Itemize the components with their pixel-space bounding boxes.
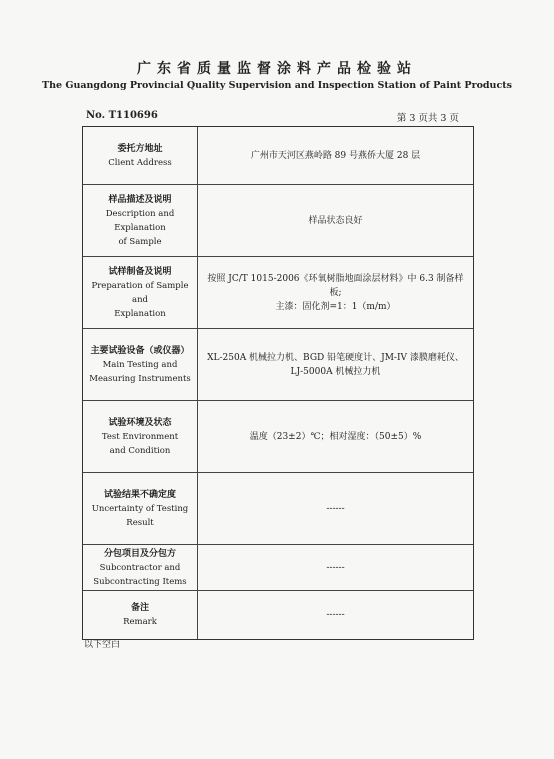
row-value-line: 样品状态良好 bbox=[308, 215, 363, 226]
row-value-line: LJ-5000A 机械拉力机 bbox=[290, 366, 381, 377]
row-label-en: Result bbox=[126, 517, 154, 528]
row-label-en: Measuring Instruments bbox=[89, 373, 191, 384]
station-title-en: The Guangdong Provincial Quality Supervision and Inspection Station of Paint Products bbox=[42, 80, 512, 91]
row-label bbox=[83, 473, 198, 545]
row-label-cn: 样品描述及说明 bbox=[108, 194, 172, 205]
row-label-cn: 试验环境及状态 bbox=[108, 417, 172, 428]
row-label-en: Preparation of Sample and bbox=[91, 280, 189, 305]
row-value bbox=[198, 473, 473, 545]
row-label-cn: 试验结果不确定度 bbox=[103, 489, 176, 500]
row-label bbox=[83, 127, 198, 185]
row-value bbox=[198, 545, 473, 591]
row-value bbox=[198, 329, 473, 401]
row-label-cn: 备注 bbox=[130, 603, 149, 613]
row-value-line: ------ bbox=[326, 503, 345, 514]
row-label-cn: 分包项目及分包方 bbox=[103, 548, 176, 559]
row-label-cn: 主要试验设备（或仪器） bbox=[90, 345, 190, 356]
row-label-en: Subcontractor and bbox=[99, 562, 181, 573]
blank-below-note: 以下空白 bbox=[84, 640, 121, 650]
row-value-line: 主漆：固化剂=1：1（m/m） bbox=[275, 301, 396, 312]
page-indicator: 第 3 页共 3 页 bbox=[396, 113, 459, 124]
row-label-en: Test Environment bbox=[101, 431, 179, 442]
row-label bbox=[83, 401, 198, 473]
row-label-en: Main Testing and bbox=[102, 359, 178, 370]
row-value-line: 广州市天河区燕岭路 89 号燕侨大厦 28 层 bbox=[250, 150, 421, 161]
row-value-line: 温度（23±2）℃；相对湿度：（50±5）% bbox=[249, 431, 422, 442]
row-label-en: Subcontracting Items bbox=[93, 576, 187, 587]
row-label-en: Remark bbox=[123, 617, 157, 627]
row-label-en: Client Address bbox=[108, 157, 172, 168]
report-number: No. T110696 bbox=[86, 110, 158, 121]
station-title-cn: 广东省质量监督涂料产品检验站 bbox=[137, 61, 417, 77]
row-label-en: Description and Explanation bbox=[105, 208, 175, 233]
row-value bbox=[198, 591, 473, 639]
row-label-cn: 委托方地址 bbox=[117, 143, 163, 154]
row-value-line: 按照 JC/T 1015-2006《环氧树脂地面涂层材料》中 6.3 制备样板; bbox=[207, 273, 464, 298]
row-value-line: ------ bbox=[326, 562, 345, 573]
row-label-en: and Condition bbox=[109, 445, 171, 456]
row-label bbox=[83, 329, 198, 401]
row-value bbox=[198, 185, 473, 257]
row-label-en: Uncertainty of Testing bbox=[91, 503, 189, 514]
row-value-line: ------ bbox=[326, 610, 345, 620]
row-label bbox=[83, 257, 198, 329]
row-label-en: of Sample bbox=[118, 236, 162, 247]
row-value bbox=[198, 401, 473, 473]
row-label bbox=[83, 591, 198, 639]
row-label bbox=[83, 185, 198, 257]
row-label-cn: 试样制备及说明 bbox=[108, 266, 172, 277]
row-value-line: XL-250A 机械拉力机、BGD 铅笔硬度计、JM-IV 漆膜磨耗仪、 bbox=[207, 352, 464, 363]
row-value bbox=[198, 127, 473, 185]
row-label-en: Explanation bbox=[114, 308, 166, 319]
report-table bbox=[82, 126, 474, 640]
row-value bbox=[198, 257, 473, 329]
row-label bbox=[83, 545, 198, 591]
